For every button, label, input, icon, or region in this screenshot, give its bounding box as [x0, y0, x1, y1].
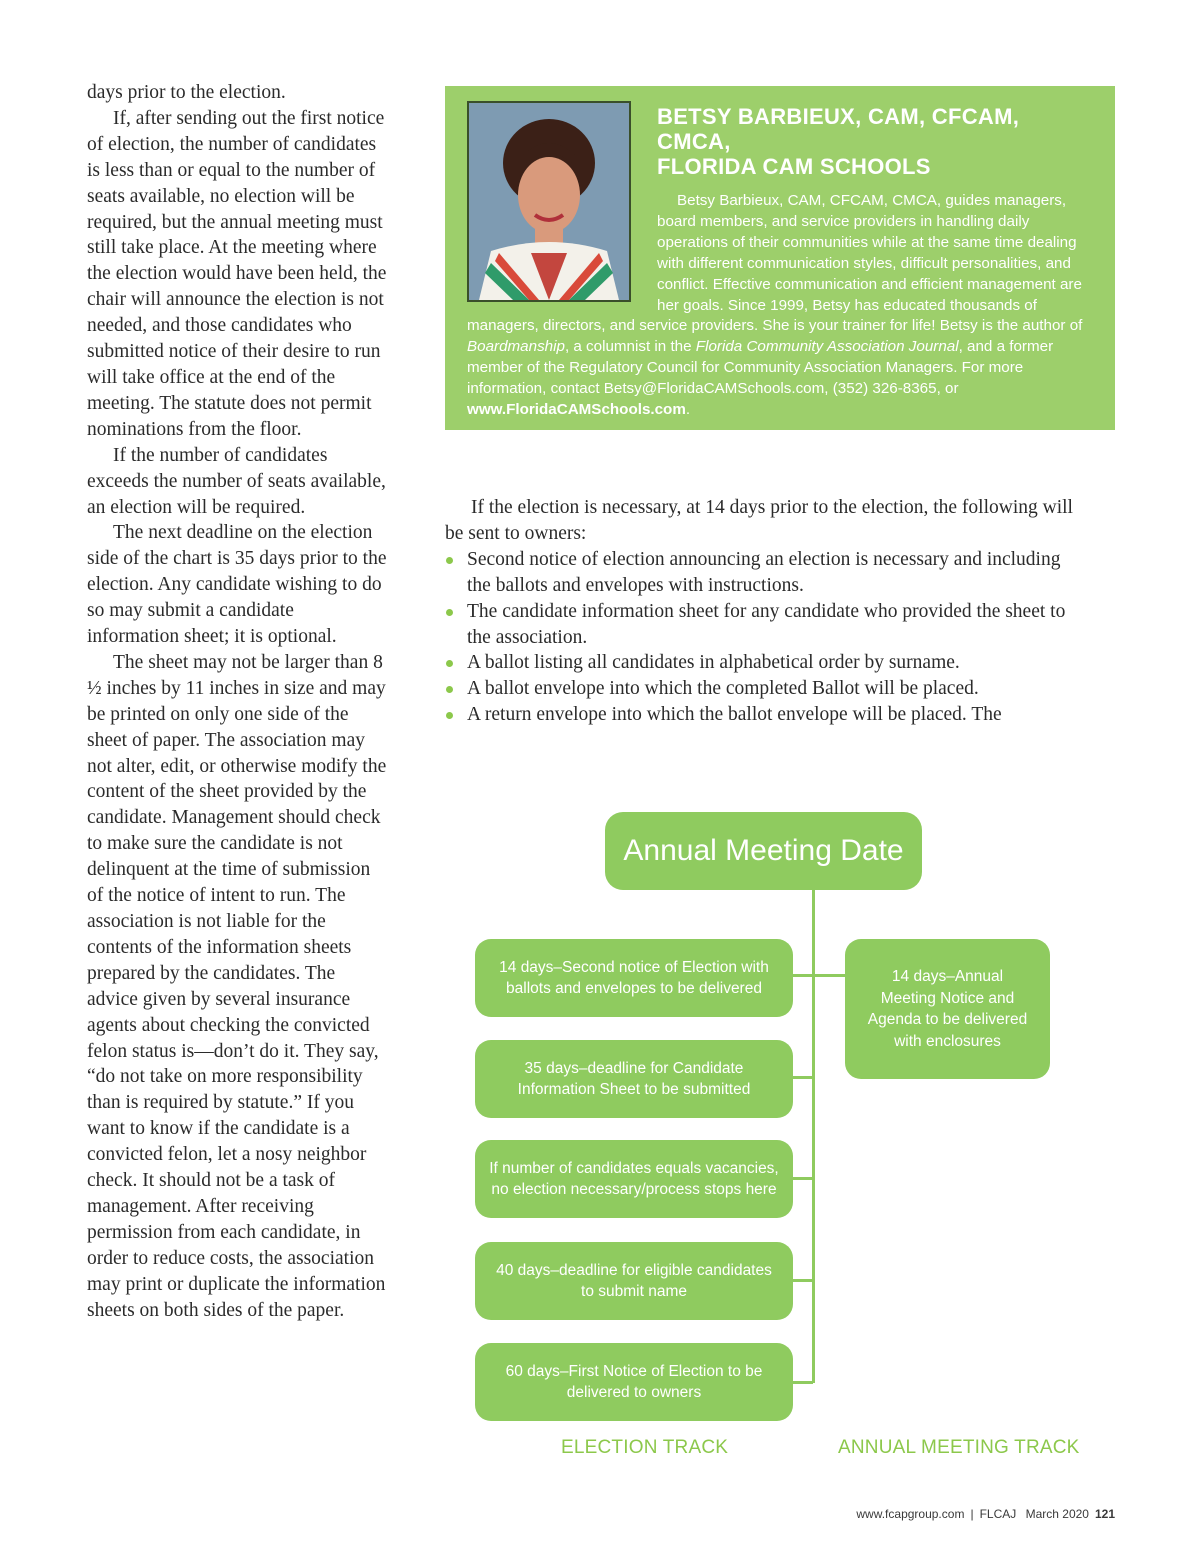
list-item	[445, 650, 1085, 676]
page-number: 121	[1094, 1507, 1115, 1521]
paragraph: The next deadline on the election side of the chart is 35 days prior to the election. Any candidate wishing to do so may submit a candidate information sheet; it is optional.	[87, 522, 387, 648]
bullet-icon	[446, 609, 453, 616]
bullet-icon	[446, 660, 453, 667]
list-item-text: A ballot envelope into which the completed Ballot will be placed.	[467, 678, 979, 700]
list-item	[445, 702, 1085, 728]
bullet-icon	[446, 686, 453, 693]
author-name-line-2: FLORIDA CAM SCHOOLS	[657, 154, 931, 179]
book-title: Boardmanship	[467, 338, 565, 356]
paragraph: If, after sending out the first notice of election, the number of candidates is less than or equal to the number of seats available, no election will be required, but the annual meeting must still take place. At the meeting where the election would have been held, the chair will announce the election is not needed, and those candidates who submitted notice of their desire to run will take office at the end of the meeting. The statute does not permit nominations from the floor.	[87, 107, 387, 440]
intro-paragraph: If the election is necessary, at 14 days prior to the election, the following will be sent to owners:	[445, 497, 1073, 544]
paragraph: days prior to the election.	[87, 82, 286, 103]
list-item-text: A return envelope into which the ballot envelope will be placed. The	[467, 704, 1002, 726]
list-item	[445, 599, 1085, 651]
bio-text-part: , a columnist in the	[564, 338, 696, 356]
footer-date: March 2020	[1025, 1507, 1089, 1521]
mailing-items-list	[445, 547, 1085, 728]
election-step-box: 40 days–deadline for eligible candidates to submit name	[475, 1242, 793, 1320]
author-bio-box	[445, 86, 1115, 430]
connector-branch	[793, 974, 845, 977]
paragraph: If the number of candidates exceeds the number of seats available, an election will be required.	[87, 444, 386, 518]
connector-trunk	[812, 890, 815, 1383]
website-link[interactable]: www.FloridaCAMSchools.com	[467, 401, 686, 419]
footer-site: www.fcapgroup.com	[856, 1507, 965, 1521]
list-item	[445, 676, 1085, 702]
paragraph: The sheet may not be larger than 8 ½ inches by 11 inches in size and may be printed on only one side of the sheet of paper. The association may not alter, edit, or otherwise modify the content of the sheet provided by the candidate. Management should check to make sure the candidate is not delinquent at the time of submission of the notice of intent to run. The association is not liable for the contents of the information sheets prepared by the candidates. The advice given by several insurance agents about checking the convicted felon status is—don’t do it. They say, “do not take on more responsibility than is required by statute.” If you want to know if the candidate is a convicted felon, let a nosy neighbor check. It should not be a task of management. After receiving permission from each candidate, in order to reduce costs, the association may print or duplicate the information sheets on both sides of the paper.	[87, 651, 387, 1321]
journal-title: Florida Community Association Journal	[695, 338, 959, 356]
connector-branch	[793, 1177, 813, 1180]
connector-branch	[793, 1076, 813, 1079]
election-step-box: 14 days–Second notice of Election with ballots and envelopes to be delivered	[475, 939, 793, 1017]
election-step-box: If number of candidates equals vacancies, no election necessary/process stops here	[475, 1140, 793, 1218]
footer-separator: |	[970, 1507, 974, 1521]
annual-meeting-track-label: ANNUAL MEETING TRACK	[838, 1437, 1080, 1458]
list-item-text: Second notice of election announcing an election is necessary and including the ballots and envelopes with instructions.	[467, 548, 1061, 596]
list-item	[445, 547, 1085, 599]
footer-publication: FLCAJ	[979, 1507, 1017, 1521]
bullet-icon	[446, 557, 453, 564]
page-footer	[856, 1507, 1115, 1521]
connector-branch	[793, 1279, 813, 1282]
author-name-line-1: BETSY BARBIEUX, CAM, CFCAM, CMCA,	[657, 104, 1020, 154]
list-item-text: The candidate information sheet for any candidate who provided the sheet to the association.	[467, 600, 1066, 648]
election-track-label: ELECTION TRACK	[561, 1437, 729, 1458]
bio-text-part: Betsy Barbieux, CAM, CFCAM, CMCA, guides managers, board members, and service providers in handling daily operations of their communities while at the same time dealing with different communication styles, difficult personalities, and conflict. Effective communication and efficient management are her goals. Since 1999, Betsy has educated thousands of managers, directors, and service providers. She is your trainer for life! Betsy is the author of	[467, 192, 1083, 335]
annual-meeting-date-box: Annual Meeting Date	[605, 812, 922, 890]
bullet-icon	[446, 712, 453, 719]
annual-meeting-step-box: 14 days–Annual Meeting Notice and Agenda to be delivered with enclosures	[845, 939, 1050, 1079]
right-column-text	[445, 495, 1085, 728]
connector-branch	[793, 1381, 813, 1384]
election-step-box: 60 days–First Notice of Election to be delivered to owners	[475, 1343, 793, 1421]
author-photo	[467, 101, 631, 302]
election-step-box: 35 days–deadline for Candidate Information Sheet to be submitted	[475, 1040, 793, 1118]
portrait-illustration	[469, 103, 629, 300]
list-item-text: A ballot listing all candidates in alphabetical order by surname.	[467, 652, 960, 674]
bio-text-part: , and a former member of the Regulatory Council for Community Association Managers. For more information, contact Betsy@FloridaCAMSchools.com, (352) 326-8365, or	[467, 338, 1054, 398]
left-column-text	[87, 80, 387, 1324]
bio-text-part: .	[685, 401, 691, 419]
